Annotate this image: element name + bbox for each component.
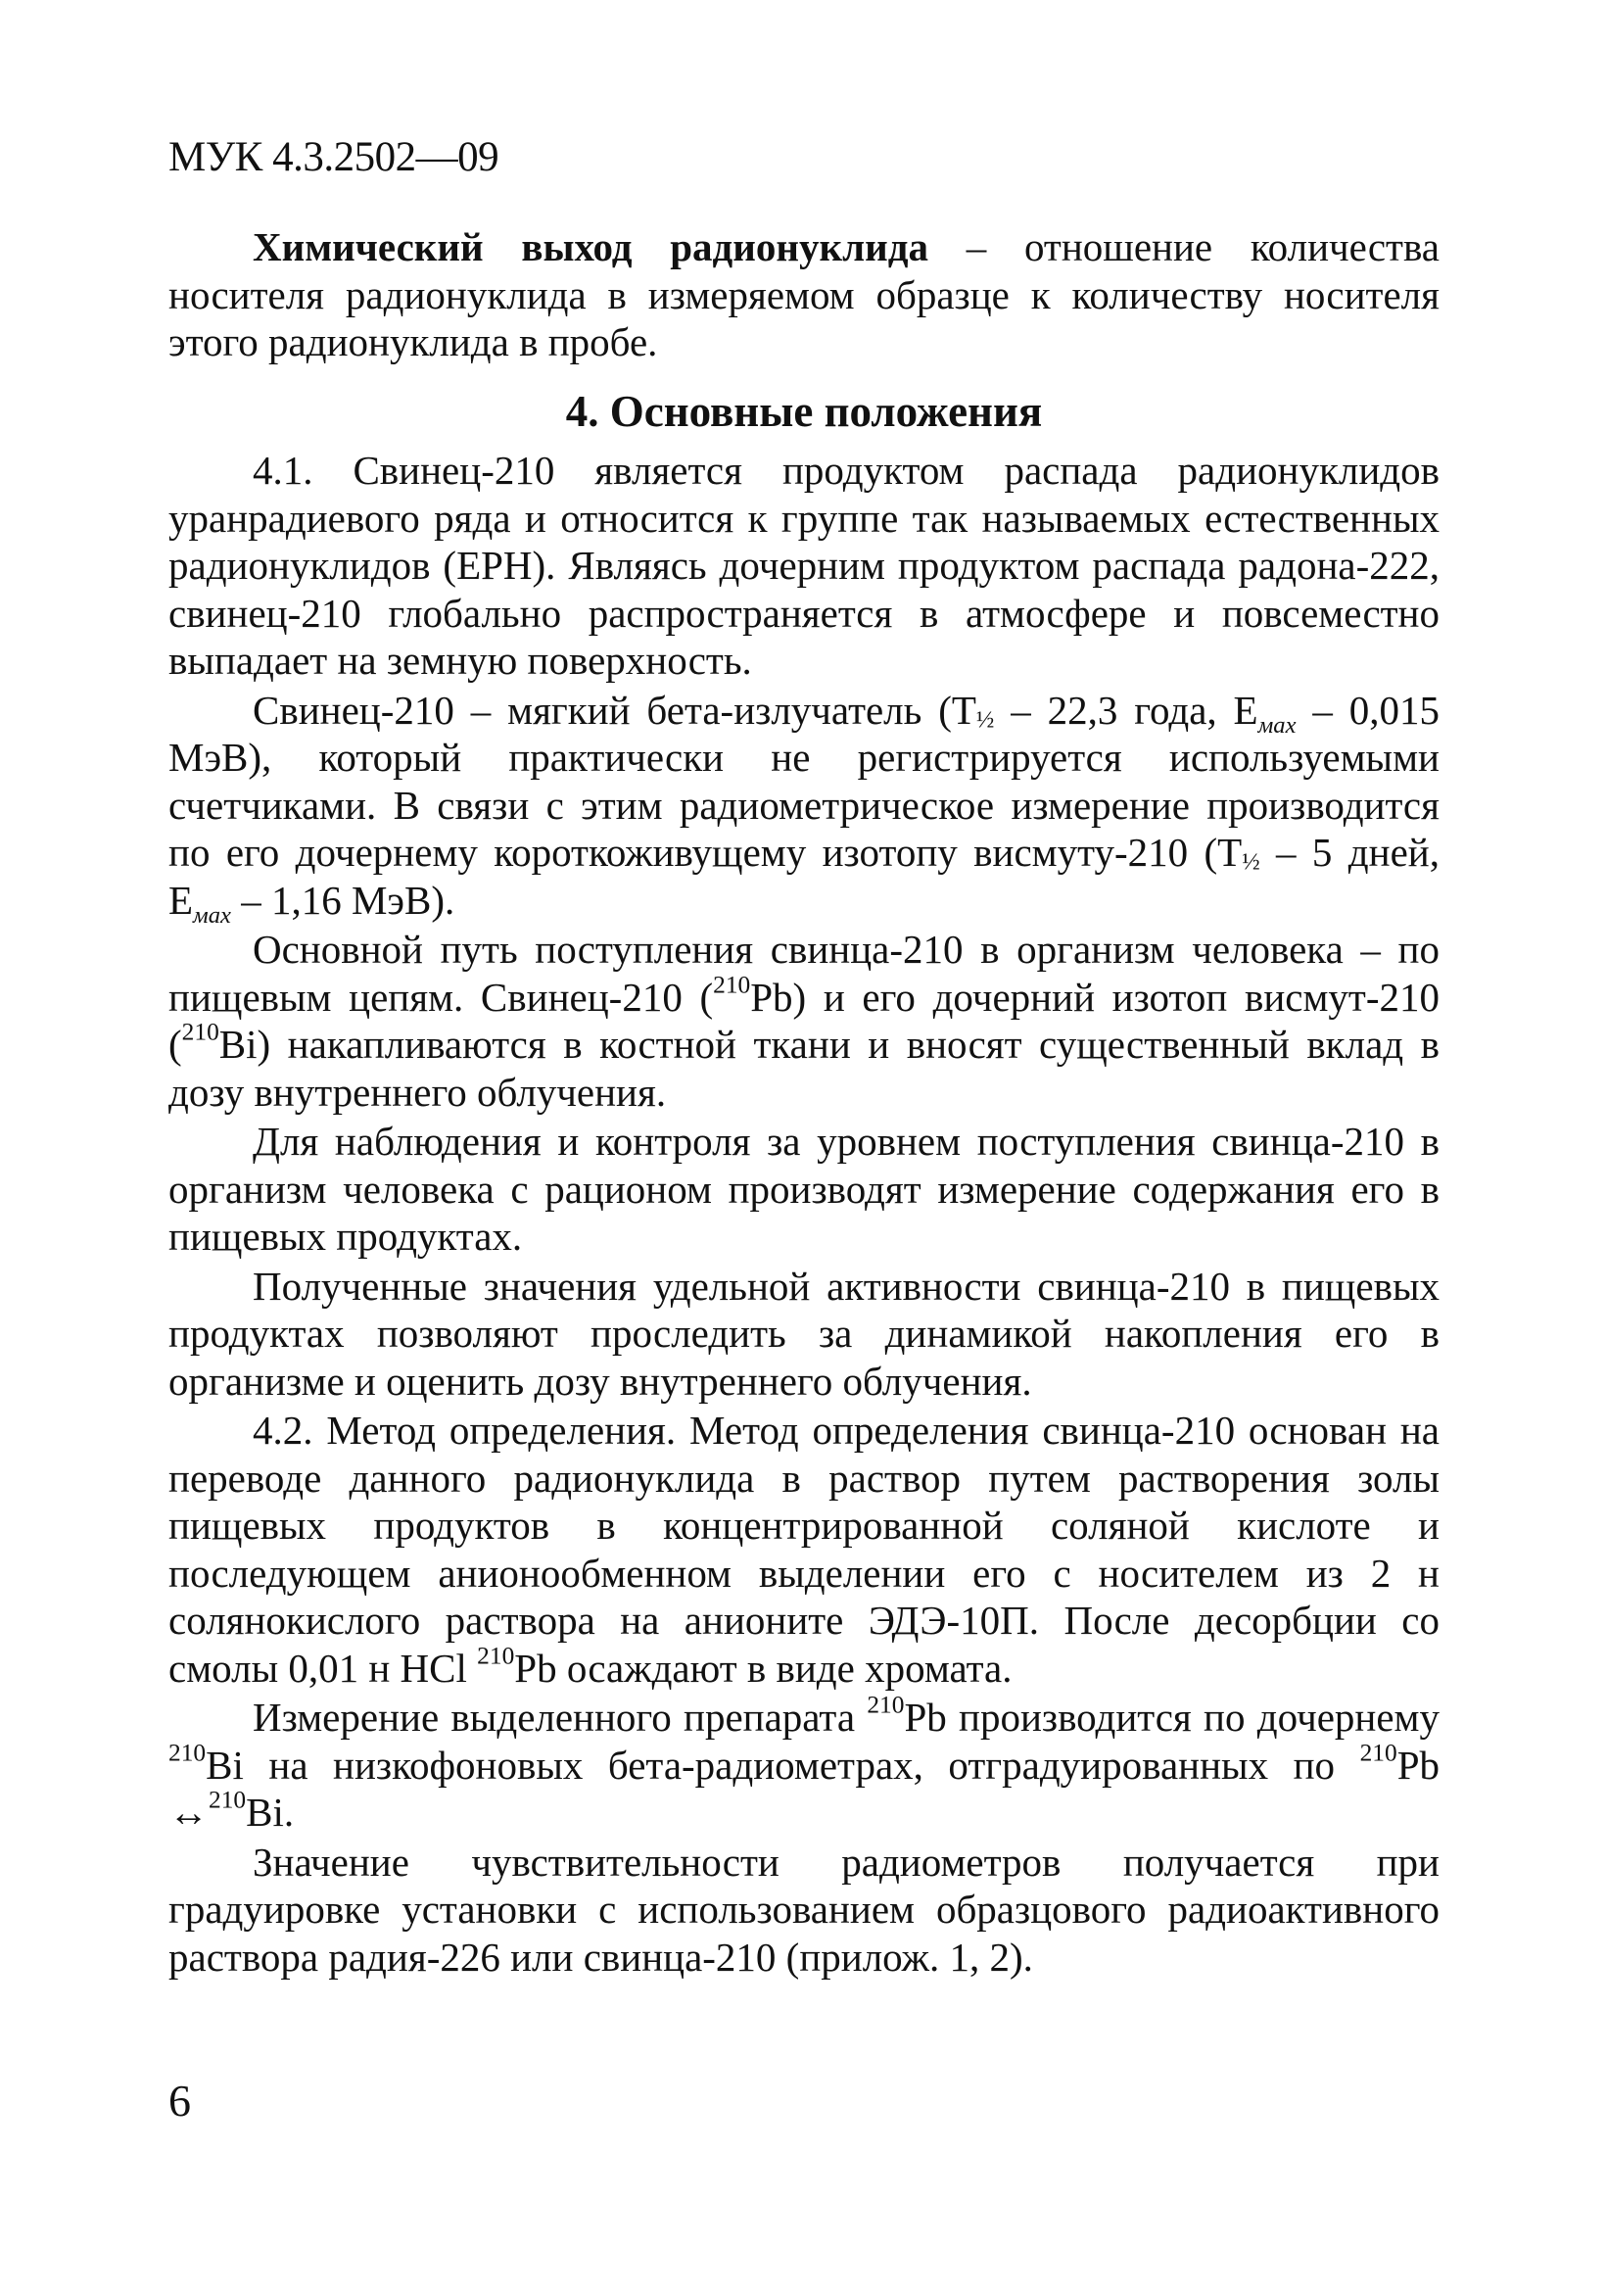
page-number: 6 — [168, 2076, 191, 2126]
text-run: Pb осаждают в виде хромата. — [514, 1645, 1013, 1691]
text-run: Свинец-210 – мягкий бета-излучатель (T — [253, 687, 976, 733]
isotope-superscript: 210 — [1359, 1739, 1397, 1767]
text-run: Основной путь поступления свинца-210 в организм человека – по пищевым цепям. Свинец-210 ( — [168, 927, 1440, 1020]
paragraph-4-1: 4.1. Свинец-210 является продуктом распада радионуклидов уранрадиевого ряда и относится к группе так называемых естественных радионуклидов (ЕРН). Являясь дочерним продуктом распада радона-222, свинец-210 глобально распространяется в атмосфере и повсеместно выпадает на земную поверхность. — [168, 448, 1440, 683]
paragraph-monitoring: Для наблюдения и контроля за уровнем поступления свинца-210 в организм человека с рационом производят измерение содержания его в пищевых продуктах. — [168, 1119, 1440, 1259]
section-title: 4. Основные положения — [565, 386, 1043, 436]
half-life-subscript: ½ — [1242, 848, 1260, 876]
paragraph-4-2-method — [168, 1407, 1440, 1692]
text-run: 4.2. Метод определения. Метод определения свинца-210 основан на переводе данного радионуклида в раствор путем растворения золы пищевых продуктов в концентрированной соляной кислоте и последующем анионообменном выделении его с носителем из 2 н солянокислого раствора на анионите ЭДЭ-10П. После десорбции со смолы 0,01 н HCl — [168, 1408, 1440, 1691]
isotope-superscript: 210 — [181, 1018, 219, 1046]
document-code-header: МУК 4.3.2502—09 — [168, 134, 499, 180]
isotope-superscript: 210 — [477, 1642, 515, 1670]
text-run: Bi. — [246, 1790, 295, 1835]
text-run: – 22,3 года, E — [994, 687, 1258, 733]
definition-term: Химический выход радионуклида — [253, 224, 929, 269]
text-run: – 0,015 МэВ), который практически не регистрируется используемыми счетчиками. В связи с этим радиометрическое измерение производится по его дочернему короткоживущему изотопу висмуту-210 (T — [168, 687, 1441, 875]
body-text — [168, 223, 1440, 1981]
emax-subscript: мах — [193, 901, 231, 929]
half-life-subscript: ½ — [975, 706, 995, 734]
text-run: – 5 дней, E — [168, 830, 1440, 923]
isotope-superscript: 210 — [209, 1786, 247, 1814]
paragraph-measurement — [168, 1691, 1440, 1837]
paragraph-lead-210-properties — [168, 687, 1441, 929]
paragraph-sensitivity: Значение чувствительности радиометров получается при градуировке установки с использованием образцового радиоактивного раствора радия-226 или свинца-210 (прилож. 1, 2). — [168, 1839, 1440, 1980]
isotope-superscript: 210 — [713, 971, 751, 999]
emax-subscript: мах — [1257, 711, 1297, 739]
paragraph-intake-pathway — [168, 926, 1440, 1116]
text-run: – 1,16 МэВ). — [230, 877, 455, 923]
text-run: Pb производится по дочернему — [904, 1695, 1440, 1740]
text-run: Pb) и его дочерний изотоп висмут-210 ( — [168, 974, 1440, 1067]
isotope-superscript: 210 — [168, 1739, 207, 1767]
definition-paragraph — [168, 223, 1440, 366]
paragraph-activity-values: Полученные значения удельной активности свинца-210 в пищевых продуктах позволяют проследить за динамикой накопления его в организме и оценить дозу внутреннего облучения. — [168, 1263, 1440, 1404]
definition-text: – отношение количества носителя радионуклида в измеряемом образце к количеству носителя этого радионуклида в пробе. — [168, 224, 1440, 364]
text-run: Bi на низкофоновых бета-радиометрах, отградуированных по — [206, 1742, 1360, 1788]
text-run: Bi) накапливаются в костной ткани и вносят существенный вклад в дозу внутреннего облучения. — [168, 1022, 1440, 1115]
text-run: Pb ↔ — [168, 1742, 1440, 1835]
isotope-superscript: 210 — [867, 1691, 905, 1719]
text-run: Измерение выделенного препарата — [253, 1695, 868, 1740]
